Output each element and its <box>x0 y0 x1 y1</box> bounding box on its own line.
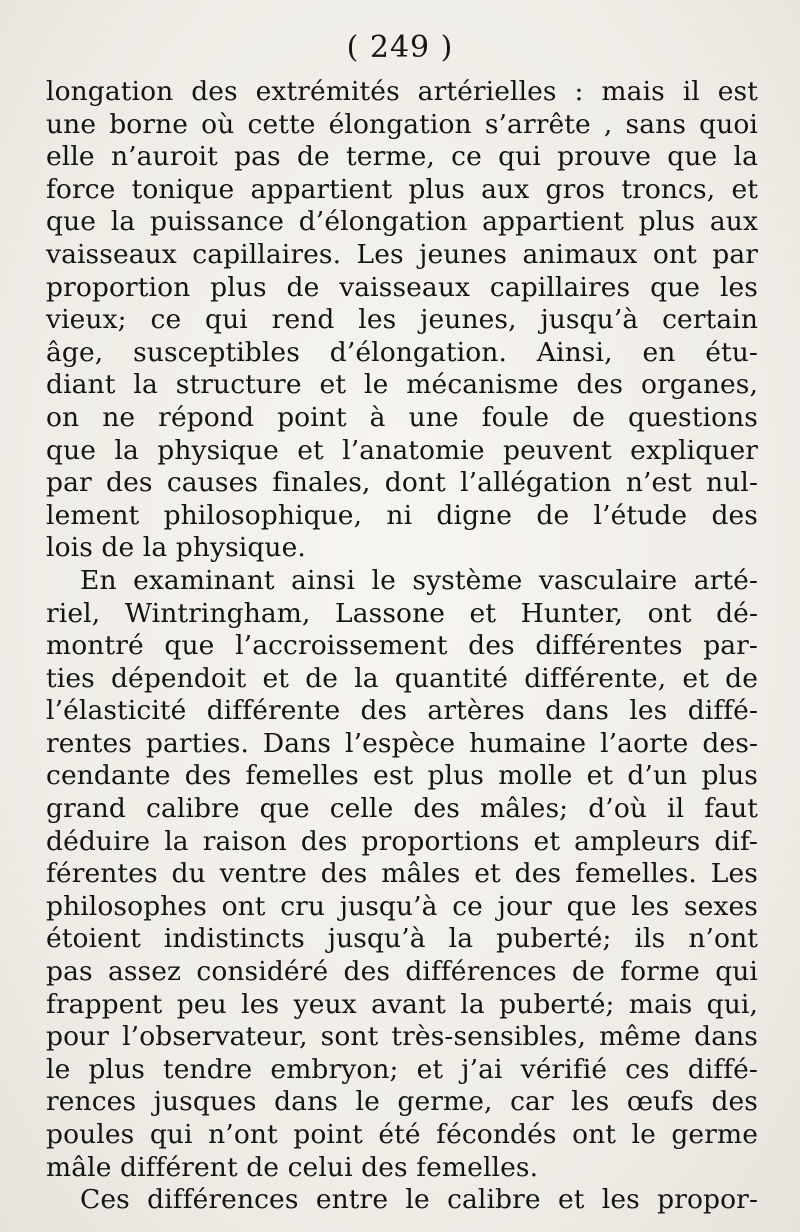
text-line: elle n’auroit pas de terme, ce qui prouve que la <box>46 141 758 173</box>
text-line: pas assez considéré des différences de forme qui <box>46 956 758 988</box>
text-line: rentes parties. Dans l’espèce humaine l’aorte des- <box>46 727 758 759</box>
text-line: frappent peu les yeux avant la puberté; mais qui, <box>46 988 758 1020</box>
text-line: ties dépendoit et de la quantité différente, et de <box>46 662 758 694</box>
text-line: vieux; ce qui rend les jeunes, jusqu’à certain <box>46 304 758 336</box>
text-line: grand calibre que celle des mâles; d’où il faut <box>46 793 758 825</box>
body-text <box>46 76 758 1217</box>
text-line: longation des extrémités artérielles : mais il est <box>46 76 758 107</box>
paragraph-3 <box>46 1184 758 1217</box>
text-line: philosophes ont cru jusqu’à ce jour que les sexes <box>46 890 758 922</box>
text-line: Ces différences entre le calibre et les propor- <box>80 1184 758 1216</box>
text-line: lement philosophique, ni digne de l’étude des <box>46 499 758 531</box>
page-number: ( 249 ) <box>346 30 454 65</box>
text-line: le plus tendre embryon; et j’ai vérifié ces diffé- <box>46 1053 758 1085</box>
text-line: En examinant ainsi le système vasculaire arté- <box>80 564 758 596</box>
text-line: lois de la physique. <box>46 532 306 564</box>
text-line: par des causes finales, dont l’allégation n’est nul- <box>46 467 758 499</box>
text-line: déduire la raison des proportions et ampleurs dif- <box>46 825 758 857</box>
paragraph-2 <box>46 565 758 1184</box>
text-line: âge, susceptibles d’élongation. Ainsi, en étu- <box>46 336 758 368</box>
text-line: on ne répond point à une foule de questions <box>46 401 758 433</box>
paragraph-1 <box>46 76 758 565</box>
text-line: que la physique et l’anatomie peuvent expliquer <box>46 434 758 466</box>
text-line: diant la structure et le mécanisme des organes, <box>46 369 758 401</box>
text-line: l’élasticité différente des artères dans les diffé- <box>46 695 758 727</box>
text-line: rences jusques dans le germe, car les œufs des <box>46 1086 758 1118</box>
text-line: montré que l’accroissement des différentes par- <box>46 630 758 662</box>
text-line: poules qui n’ont point été fécondés ont le germe <box>46 1119 758 1150</box>
text-line: étoient indistincts jusqu’à la puberté; ils n’ont <box>46 923 758 955</box>
text-line: férentes du ventre des mâles et des femelles. Les <box>46 858 758 890</box>
text-line: riel, Wintringham, Lassone et Hunter, ont dé- <box>46 597 758 629</box>
text-line: vaisseaux capillaires. Les jeunes animaux ont par <box>46 238 758 270</box>
text-line: que la puissance d’élongation appartient plus aux <box>46 206 758 238</box>
text-line: proportion plus de vaisseaux capillaires que les <box>46 271 758 303</box>
text-line: une borne où cette élongation s’arrête , sans quoi <box>46 108 758 140</box>
text-line: force tonique appartient plus aux gros troncs, et <box>46 173 758 205</box>
text-line: mâle différent de celui des femelles. <box>46 1151 539 1183</box>
text-line: pour l’observateur, sont très-sensibles, même dans <box>46 1021 758 1053</box>
text-line: cendante des femelles est plus molle et d’un plus <box>46 760 758 792</box>
